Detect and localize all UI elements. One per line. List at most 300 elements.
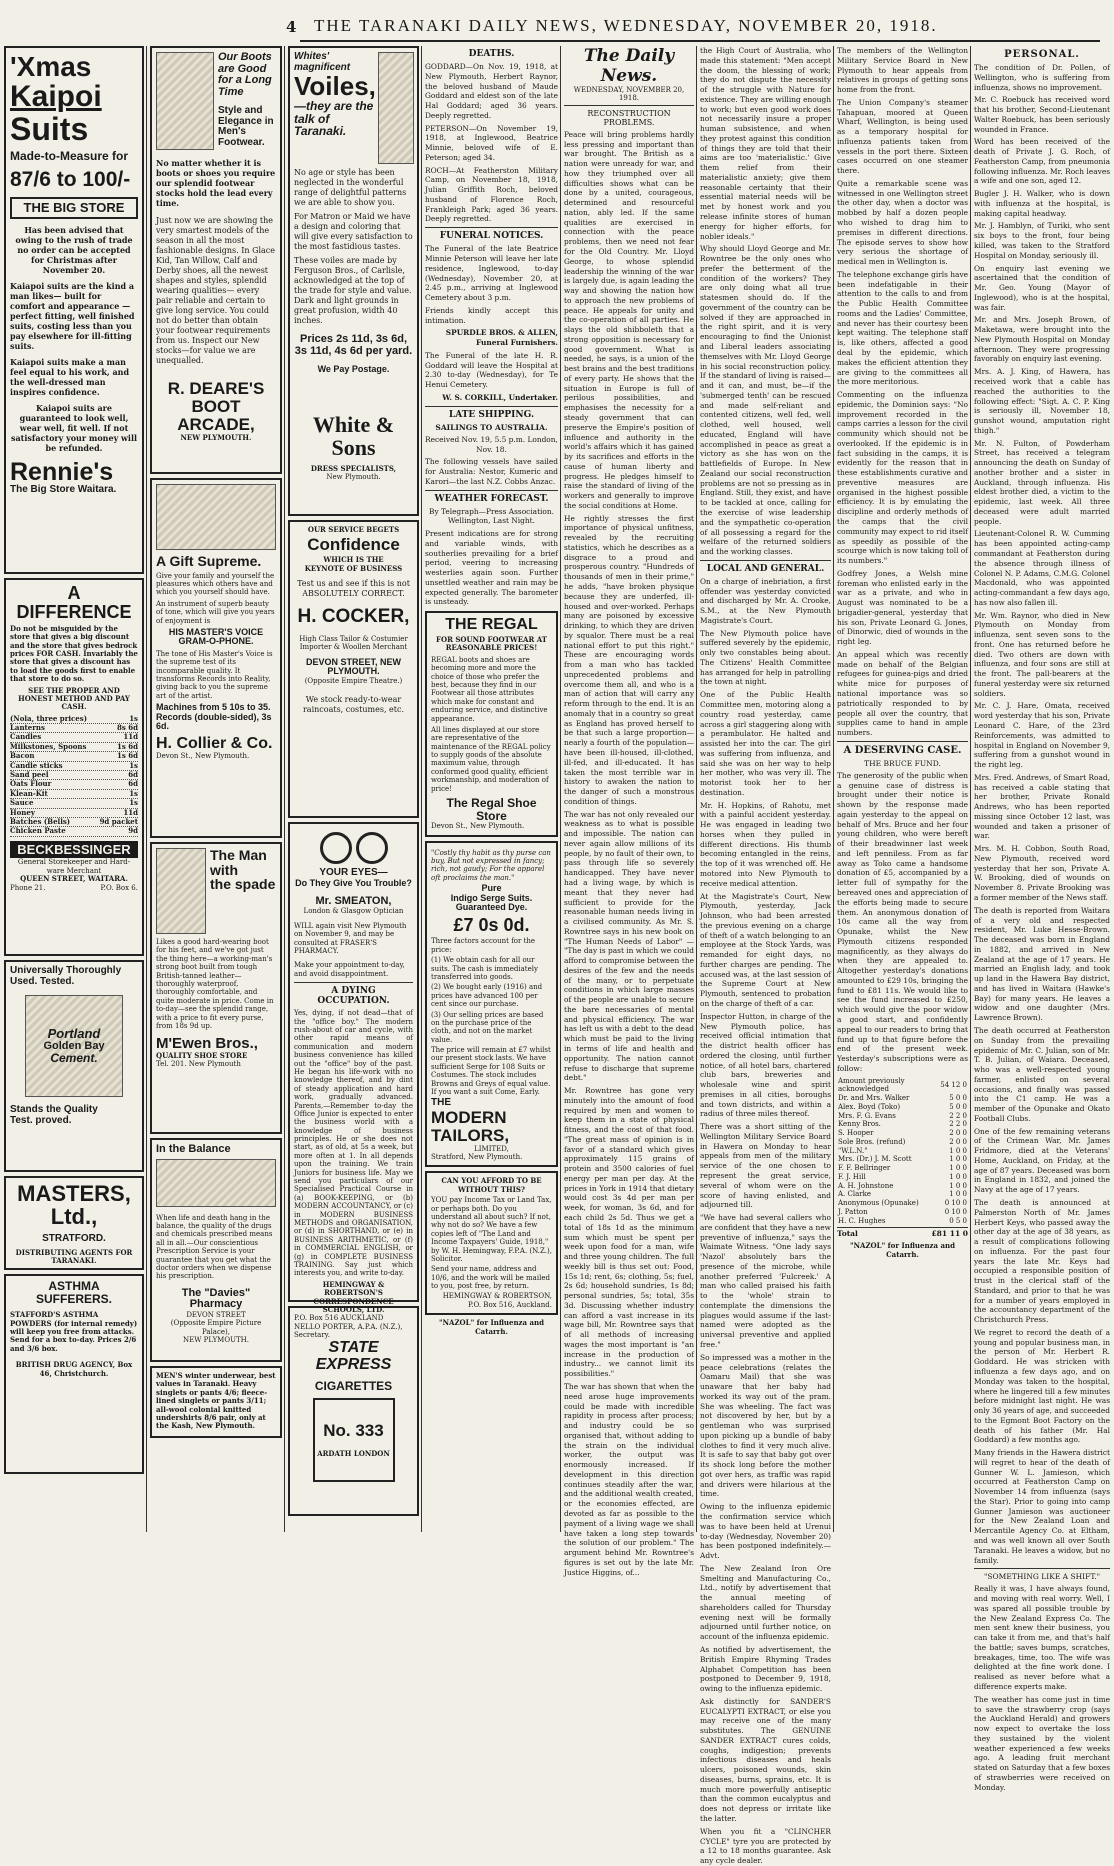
column-8-personal (974, 46, 1111, 1792)
asthma-ad (4, 1274, 144, 1474)
price-item-name: (Nola, three prices) (10, 713, 88, 723)
local-item: So impressed was a mother in the peace celebrations (relates the Oamaru Mail) that she was unaware that her baby had worked its way out of the pram. She was wheeling. The fact was not discovered by her, but by a gentleman who was surprised upon picking up a bundle of baby clothes to find it very much alive. It is safe to say that baby got over its shock long before the mother got over hers, as traffic was rapid and drivers were hilarious at the time. (700, 1352, 831, 1499)
regal-store: The Regal Shoe Store (446, 796, 537, 823)
column-2-ads (150, 46, 282, 1532)
local-item: Ask distinctly for SANDER'S EUCALYPTI EXTRACT, or else you may receive one of the many substitutes. The GENUINE SANDER EXTRACT cures colds, coughs, indigestion; prevents infectious diseases and heals ulcers, poisoned wounds, skin diseases, burns, sprains, etc. It is much more powerfully antiseptic than the common eucalyptus and does not depress or irritate like the latter. (700, 1696, 831, 1823)
shipping-body: The following vessels have sailed for Australia: Nestor, Kumeric and Karori—the last N.Z. Cobbs Anzac. (425, 457, 558, 486)
kaiapoi-body-2: Kaiapoi suits are the kind a man likes— built for comfort and appearance — perfect fitting, well finished suits, costing less than you pay elsewhere for ill-fitting suits. (10, 280, 135, 351)
price-item-name: Batches (Bells) (10, 816, 71, 826)
beckbessinger-logo: BECKBESSINGER (10, 841, 138, 859)
cig-line-3: No. 333 (323, 1420, 384, 1440)
voiles-body-1: No age or style has been neglected in the wonderful range of delightful patterns we are able to show you. (294, 168, 407, 207)
subscription-row (837, 1199, 968, 1208)
kaiapoi-suits-ad (4, 46, 144, 574)
income-body: YOU pay Income Tax or Land Tax, or perhaps both. Do you understand all about such? If not, why not do so? We have a few copies left of "The Land and Income Taxpayers' Guide, 1918," by W. H. Hemingway, F.P.A. (N.Z.), Solicitor. (431, 1196, 552, 1263)
price-item-price: 1s (129, 760, 138, 770)
voiles-header (294, 52, 413, 164)
cocker-keynote: KEYNOTE OF BUSINESS (304, 563, 403, 573)
subscription-row (837, 1173, 968, 1182)
editorial-cont-p1: the High Court of Australia, who made this statement: "Men accept the doom, the blessing of work; they do not dispute the necessity of the struggle with Nature for existence. They are willing enough to work; but even good work does not necessarily insure a proper human subsistence, and when they protest against this condition of things they are told that their aims are too 'materialistic.' Give them relief from their materialistic anxiety; give them reasonable certainty that their essential material needs will be met by honest work and you release infinite stores of human energy for higher efforts, for nobler ideals." (700, 46, 831, 241)
personal-item: We regret to record the death of a young and popular business man, in the person of Mr. Herbert R. Goddard. He was stricken with influenza a few days ago, and on Monday was taken to the hospital, where he lingered till a few minutes before midnight last night. He was only 36 years of age, and succeeded to the Egmont Boot Factory on the death of his father (Mr. Hal Goddard) a few months ago. (974, 1327, 1110, 1445)
suit-price: 87/6 to 100/- (10, 168, 131, 192)
serge-reason-2: (2) We bought early (1916) and prices have advanced 100 per cent since our purchase. (431, 983, 543, 1009)
news-item: The telephone exchange girls have been indefatigable in their attention to the calls to and from the Public Health Committee rooms and the Ladies' Committee, and never has their courtesy been kept waiting. The telephone staff is, like others, affected a good deal by the epidemic, which makes the efficient attention they are giving to the committees all the more meritorious. (837, 269, 968, 387)
white-sons-tag: DRESS SPECIALISTS, (310, 463, 397, 473)
voiles-headings (294, 52, 376, 164)
price-item-name: Chicken Paste (10, 826, 66, 836)
subscription-amount: 1 0 0 (949, 1155, 967, 1164)
price-item-name: Klean-Kit (10, 788, 48, 798)
regal-ad (425, 611, 558, 836)
price-item-price: 8s 6d (116, 723, 138, 733)
subscription-row (837, 1094, 968, 1103)
gift-body: Give your family and yourself the pleasures which others have and which you yourself should have. (156, 571, 275, 597)
news-item: An appeal which was recently made on behalf of the Belgian refugees for guinea-pigs and dried white mice for purposes of national importance was so patriotically responded to by people all over the country, that supplies came to hand in ample numbers. (837, 649, 968, 738)
dying-box: P.O. Box 516 AUCKLAND (294, 1314, 384, 1323)
eyes-title-2: Do They Give You Trouble? (295, 877, 412, 888)
personal-item: The death occurred at Featherston on Sunday from the prevailing epidemic of Mr. C. Julian, son of Mr. T. B. Julian, of Waiara. Deceased, who was a well-respected young farmer, enlisted on several occasions, and finally was passed into the C1 camp. He was a member of the Opunake and Okato Football Clubs. (974, 1025, 1110, 1123)
shipping-sub: SAILINGS TO AUSTRALIA. (435, 422, 548, 432)
local-item: On a charge of inebriation, a first offender was yesterday convicted and discharged by Mr. A. Crooke, S.M., at the New Plymouth Magistrate's Court. (700, 576, 831, 625)
subscription-row (837, 1217, 968, 1226)
cement-bag-illustration (25, 995, 123, 1097)
beckbessinger-contacts (10, 884, 138, 892)
local-item: "We have had several callers who are confident that they have a new preventive of influenza," says the Waimate Witness. "One lady says 'Nazol' absolutely bars the presence of the microbe, while another preferred 'Fulcreek.' A man who called praised his faith to the 'whole' strain to contemplate the dimensions the plagues would assume if the last-named were adopted as the universal preventive and applied free." (700, 1213, 831, 1349)
subscription-amount: 2 0 0 (949, 1129, 967, 1138)
subscription-amount: 1 0 0 (949, 1164, 967, 1173)
voiles-body-3: These voiles are made by Ferguson Bros., of Carlisle, acknowledged at the top of the trade for style and value. Dark and light grounds in great profusion, width 40 inches. (294, 256, 412, 325)
serge-body: The price will remain at £7 whilst our present stock lasts. We have sufficient Serge for 108 Suits or Costumes. The stock includes Browns and Greys of equal value. If you want a suit Come, Early. (431, 1046, 551, 1097)
subscriber-name: S. Hooper (838, 1129, 874, 1138)
personal-item: Mrs. A. J. King, of Hawera, has received work that a cable has reached the authorities to the following effect: "Sigt. A. C. P. King is seriously ill, November 18, gunshot wound, amputation right thigh." (974, 367, 1110, 435)
price-item-price: 9d (128, 826, 138, 836)
price-item-price: 6d (128, 770, 138, 780)
subscription-row (837, 1182, 968, 1191)
subscriber-name: J. Patton (838, 1207, 868, 1216)
price-item-price: 1s (129, 713, 138, 723)
cig-line-1: STATE EXPRESS (315, 1338, 392, 1373)
collier-logo: H. Collier & Co. (156, 734, 273, 752)
difference-body: Do not be misguided by the store that gives a big discount and the store that gives bedrock prices FOR CASH. Invariably the store that gives a discount has to load the goods first to enable that store to do so. (10, 623, 138, 684)
deare-arcade: ARCADE, (177, 414, 255, 434)
dying-agent: NELLO PORTER, A.P.A. (N.Z.), Secretary. (294, 1322, 403, 1340)
masters-town: STRATFORD. (42, 1233, 106, 1245)
personal-item: Mrs. Fred. Andrews, of Smart Road, has received a cable stating that her brother, Private Ronald Andrews, who has been reported missing since October 12 last, was wounded and taken a prisoner of war. (974, 772, 1110, 841)
asthma-agent: BRITISH DRUG AGENCY, Box 46, Christchurch. (15, 1360, 133, 1378)
regal-sub: FOR SOUND FOOTWEAR AT REASONABLE PRICES! (436, 635, 547, 653)
subscription-amount: 0 5 0 (949, 1216, 967, 1225)
voiles-talk: —they are the talk of Taranaki. (294, 99, 374, 139)
big-store-logo: THE BIG STORE (10, 197, 138, 219)
column-3-ads (288, 46, 419, 1532)
price-item-name: Lanterns (10, 723, 45, 733)
rennies-sub: The Big Store Waitara. (10, 484, 117, 496)
portland-line-3: Cement. (50, 1051, 98, 1066)
local-item: The New Plymouth police have suffered severely by the epidemic, only two constables being about. The Citizens' Health Committee has arranged for help in patrolling the town at night. (700, 628, 831, 687)
price-item-price: 1s 6d (116, 751, 138, 761)
deaths-body-1: GODDARD—On Nov. 19, 1918, at New Plymouth, Herbert Raynor, the beloved husband of Maude Goddard and eldest son of the late Hal Goddard; aged 36 years. Deeply regretted. (425, 62, 558, 120)
funeral-body-3: The Funeral of the late H. R. Goddard will leave the Hospital at 2.30 to-day (Wednesday), for Te Henui Cemetery. (425, 350, 558, 390)
cocker-addr: DEVON STREET, NEW PLYMOUTH. (305, 656, 401, 677)
local-general-title: LOCAL AND GENERAL. (706, 563, 825, 574)
davies-pharmacy-ad (150, 1138, 282, 1362)
column-rule (421, 46, 422, 1532)
subscription-row (837, 1112, 968, 1121)
serge-reasons: Three factors account for the price: (431, 937, 536, 954)
subscription-row (837, 1155, 968, 1164)
portland-cement-ad (4, 960, 144, 1172)
subscription-amount: 2 0 0 (949, 1137, 967, 1146)
subscription-row (837, 1190, 968, 1199)
mens-underwear-body: MEN'S winter underwear, best values in Taranaki. Heavy singlets or pants 4/6; fleece-lined singlets or pants 3/11; all-wool colonial knitted undershirts 8/6 pair, only at the Kash, New Plymouth. (156, 1371, 276, 1431)
difference-lead: SEE THE PROPER AND HONEST METHOD AND PAY CASH. (18, 685, 130, 712)
subscriptions-table (837, 1077, 968, 1226)
spade-body: Likes a good hard-wearing boot for his feet, and we've got just the thing here—a working-man's strong boot built from tough British-tanned leather—thoroughly waterproof, thoroughly comfortable, and quite moderate in price. Come in to-day—see the splendid range, with a price to fit every purse, from 18s 9d up. (156, 938, 274, 1030)
lady-illustration (378, 52, 414, 164)
cocker-ad (288, 520, 419, 818)
serge-quote: "Costly thy habit as thy purse can buy, But not expressed in fancy; rich, not gaudy; For the apparel oft proclaims the man." (431, 848, 551, 882)
subscriber-name: "W.L.N." (838, 1146, 868, 1155)
daily-news-masthead: The Daily News. (583, 46, 675, 86)
gift-body-2: An instrument of superb beauty of tone, which will give you years of enjoyment is (156, 599, 275, 625)
local-item: When you fit a "CLINCHER CYCLE" tyre you are protected by a 12 to 18 months guarantee. Ask any cycle dealer. (700, 1826, 831, 1866)
kash-ad (150, 1366, 282, 1438)
eyes-title-1: YOUR EYES— (319, 867, 388, 878)
funeral-firm: SPURDLE BROS. & ALLEN, Funeral Furnishers. (445, 328, 558, 348)
deare-boot: BOOT (191, 396, 241, 416)
personal-item: Mr. and Mrs. Joseph Brown, of Maketawa, were brought into the New Plymouth Hospital on Monday afternoon. They were progressing favorably on enquiry last evening. (974, 315, 1110, 364)
smeaton-name: Mr. SMEATON, (315, 894, 392, 907)
mewen-tel: Tel. 201. New Plymouth (156, 1060, 241, 1069)
price-item-price: 1s 6d (116, 741, 138, 751)
column-7-news (837, 46, 968, 1532)
boots-body: No matter whether it is boots or shoes you require our splendid footwear stocks hold the lead every time. (156, 158, 276, 208)
subscriber-name: Sole Bros. (refund) (838, 1137, 906, 1146)
white-sons-town: New Plymouth. (326, 473, 381, 482)
subscription-row (837, 1077, 968, 1095)
subscription-row (837, 1208, 968, 1217)
column-rule (284, 46, 285, 1532)
subscription-row (837, 1103, 968, 1112)
news-item: The Union Company's steamer Tahapuan, moored at Queen Wharf, Wellington, is being used as a temporary hospital for influenza patients taken from vessels in the port there. Sixteen cases occurred on one steamer there. (837, 97, 968, 176)
income-firm: HEMINGWAY & ROBERTSON, P.O. Box 516, Auckland. (442, 1292, 552, 1309)
column-rule (696, 46, 697, 1532)
personal-item: Mr. J. Hamblyn, of Turiki, who sent six boys to the front, four being killed, was taken to the Stratford Hospital on Monday, seriously ill. (974, 221, 1110, 260)
personal-item: Word has been received of the death of Private J. G. Roch, of Featherston Camp, from pneumonia following influenza. Mr. Roch leaves a wife and one son, aged 12. (974, 137, 1110, 186)
white-voiles-ad (288, 46, 419, 516)
voiles-prices: Prices 2s 11d, 3s 6d, 3s 11d, 4s 6d per yard. (294, 333, 413, 357)
subscription-row (837, 1147, 968, 1156)
cocker-confidence: Confidence (307, 535, 400, 555)
thoroughly-line-1: Universally Thoroughly (10, 965, 122, 976)
nazol-ad-2: "NAZOL" for Influenza and Catarrh. (849, 1241, 956, 1259)
personal-item: Mrs. M. H. Cobbon, South Road, New Plymouth, received word yesterday that her son, Private A. W. Brooking, died of wounds on November 8. Private Brooking was a former member of the News staff. (974, 844, 1110, 903)
price-item-name: Sauce (10, 798, 34, 808)
beckbessinger-addr: QUEEN STREET, WAITARA. (20, 874, 128, 884)
portland-line-1: Portland (47, 1026, 101, 1042)
boots-title: Our Boots are Good for a Long Time (218, 51, 272, 98)
personal-item: The death is reported from Waitara of a very old and respected resident, Mr. Luke Hesse-Brown. The deceased was born in England in 1882, and arrived in New Zealand at the age of 17 years. He married an English lady, and took up land in the Hawera Bay district, and has lived in Waitara (Hawke's Bay) for many years. He leaves a widow and one daughter (Mrs. Lawrence Brown). (974, 905, 1110, 1023)
personal-items (974, 63, 1110, 1565)
subscriber-name: Amount previously acknowledged (838, 1076, 905, 1094)
rennies-logo: Rennie's (10, 457, 114, 486)
strawberry-item: The weather has come just in time to save the strawberry crop (says the Auckland Herald) and growers now expect to overtake the loss they sustained by the violent weather experienced a few weeks ago. A leading fruit merchant stated on Saturday that a few boxes of strawberries were received on Monday. (974, 1694, 1110, 1792)
mewen-tag: QUALITY SHOE STORE (156, 1051, 248, 1061)
income-title: CAN YOU AFFORD TO BE WITHOUT THIS? (441, 1176, 542, 1194)
personal-item: On enquiry last evening we ascertained that the condition of Mr. Geo. Young (Mayor of Inglewood), who is at the hospital, was fair. (974, 263, 1110, 312)
weather-by: By Telegraph—Press Association. Wellington, Last Night. (429, 506, 554, 526)
subscriber-name: Anonymous (Opunake) (838, 1199, 919, 1208)
personal-item: Mr. C. J. Hare, Omata, received word yesterday that his son, Private Leonard C. Hare, of the 23rd Reinforcements, was admitted to hospital in England on November 9, suffering from a gunshot wound in the right leg. (974, 701, 1110, 770)
price-item-name: Oats Flour (10, 779, 52, 789)
subscription-amount: 1 0 0 (949, 1172, 967, 1181)
serge-pure: Pure (481, 883, 502, 894)
personal-item: Mr. N. Fulton, of Powderham Street, has received a telegram announcing the death on Sunday of another brother and a sister in Auckland, through influenza. His eldest brother died, a victim to the epidemic, last week. All three deceased were adult married people. (974, 438, 1110, 526)
personal-item: Mr. Wm. Raynor, who died in New Plymouth on Monday from influenza, sent seven sons to the front. One has returned before he died. Two others are down with influenza, and four sons are still at the front. The pall-bearers at the funeral yesterday were six returned soldiers. (974, 610, 1110, 698)
shift-title: "SOMETHING LIKE A SHIFT." (983, 1572, 1101, 1582)
personal-item: Bugler J. H. Walker, who is down with influenza at the hospital, is making capital headway. (974, 189, 1110, 218)
portland-line-2: Golden Bay (43, 1039, 105, 1052)
funeral-title: FUNERAL NOTICES. (439, 231, 544, 242)
subscription-amount: 2 2 0 (949, 1120, 967, 1129)
local-item: Mr. H. Hopkins, of Rahotu, met with a painful accident yesterday. He was engaged in leading two horses when they pulled in different directions. His thumb becoming entangled in the reins, the top of it was wrenched off. He motored into New Plymouth to receive medical attention. (700, 800, 831, 888)
kaiapoi-body-3: Kaiapoi suits make a man feel equal to his work, and the well-dressed man inspires confidence. (10, 356, 130, 397)
price-list (10, 715, 138, 837)
weather-body: Present indications are for strong and variable winds, with southerlies prevailing for a brief period, veering to increasing westerlies again soon. Further unsettled weather and rain may be expected generally. The barometer is unsteady. (425, 529, 558, 607)
serge-reason-3: (3) Our selling prices are based on the purchase price of the cloth, and not on the market value. (431, 1010, 544, 1044)
subscription-amount: 1 0 0 (949, 1190, 967, 1199)
local-item: At the Magistrate's Court, New Plymouth, yesterday, Jack Johnson, who had been arrested the previous evening on a charge of theft of a watch belonging to an employee at the Stock Yards, was remanded for eight days, no further charges are pending. The accused was, at the last session of the Supreme Court at New Plymouth, sentenced to probation on the charge of theft of a car. (700, 891, 831, 1008)
subscriber-name: Dr. and Mrs. Walker (838, 1094, 910, 1103)
masters-quality-1: Stands the Quality (10, 1104, 98, 1115)
shift-body: Really it was, I have always found, and moving with real worry. Well, I was spared all possible trouble by the New Zealand Express Co. The men sent knew their business, you can take it from me, and that's half the battle; saves bumps, scratches, breakages, time, too. The wife was delighted at the fine work done. I realised as never before what a difference experts make. (974, 1584, 1110, 1691)
difference-ad (4, 578, 144, 956)
deaths-body-2: PETERSON—On November 19, 1918, at Inglewood, Beatrice Minnie, beloved wife of E. Peterson; aged 34. (425, 123, 558, 162)
subscription-amount: 5 0 0 (949, 1102, 967, 1111)
subscription-row (837, 1164, 968, 1173)
smeaton-ad (288, 822, 419, 1340)
personal-item: Many friends in the Hawera district will regret to hear of the death of Gunner W. L. Jamieson, which occurred at Featherston Camp on November 14 from influenza (says the Star). Prior to going into camp Gunner Jamieson was auctioneer for the New Zealand Loan and Mercantile Agency Co. at Eltham, and was well known all over South Taranaki. He leaves a widow, but no family. (974, 1448, 1110, 1565)
masters-quality-2: Test. proved. (10, 1114, 72, 1126)
price-item-name: Bacon (10, 751, 35, 761)
beckbessinger-trade: General Storekeeper and Hard-ware Merchant (17, 858, 131, 875)
spade-header (156, 848, 276, 934)
news-item: The members of the Wellington Military Service Board in New Plymouth to hear appeals from relatives in groups of getting sons home from the front. (837, 46, 968, 95)
kaiapoi-body-4: Kaiapoi suits are guaranteed to look well, wear well, fit well. If not satisfactory your money will be refunded. (10, 402, 138, 453)
masters-ad (4, 1176, 144, 1270)
spade-man-illustration (156, 848, 206, 934)
voiles-postage: We Pay Postage. (317, 364, 390, 375)
tailors-ltd: LIMITED, (474, 1144, 509, 1153)
page-number: 4 (286, 18, 297, 36)
serge-guar: Guaranteed Dye. (455, 902, 528, 913)
suits-heading: Suits (10, 110, 89, 147)
dying-body: Yes, dying, if not dead—that of the "office boy." The modern rush-about of car and cycle, with other rapid means of communication and modern business convenience has killed out the "office" boy of the past. He began his life-work with no knowledge thereof, and by dint of steady application and hard work, gradually advanced. Parents,—Remember to-day the Office Junior is expected to enter the business world with a knowledge of business principles. He or she does not start, as of old, at 5s a week, but more often at 1. In all depends upon the training. We train Juniors for business life. May we send you particulars of our Specialised Practical Course in (a) BOOK-KEEPING, or (b) MODERN ACCOUNTANCY, or (c) in MODERN BUSINESS METHODS and ORGANISATION, or (d) in SHORTHAND, or (e) in BUSINESS ARITHMETIC, or (f) in COMMERCIAL ENGLISH, or (g) in COMPLETE BUSINESS TRAINING. Say just which interests you, and write to-day. (294, 1009, 413, 1278)
masthead-rule (300, 40, 1100, 42)
bruce-fund-body: The generosity of the public when a genuine case of distress is brought under their notice is shown by the response made again yesterday to the appeal on behalf of Mrs. Bruce and her four young children, who were bereft of their breadwinner last week and left penniless. From as far away as Toko came a handsome donation of £5, accompanied by a letter full of sympathy for the bereaved ones and appreciation of the efforts being made to secure them. An anonymous donation of 10s came all the way from Opunake, whilst the New Plymouth citizens responded magnificently, as they always do when they are appealed to. Altogether yesterday's donations amounted to £29 10s, bringing the fund to £81 11s. We would like to see the fund increased to £250, which would give the poor widow a good start, and confidently appeal to our readers to bring that fund up to that figure before the end of the present week. Yesterday's subscriptions were as follow: (837, 770, 968, 1073)
cocker-which: WHICH IS THE (323, 555, 384, 565)
beckbessinger-po: P.O. Box 6. (100, 883, 138, 892)
subscriber-name: Mrs. F. G. Evans (838, 1111, 896, 1120)
column-1-ads (4, 46, 144, 1532)
boots-header-text (218, 52, 276, 150)
shipping-title: LATE SHIPPING. (448, 409, 535, 420)
xmas-heading: 'Xmas (10, 51, 92, 82)
local-item: There was a short sitting of the Wellington Military Service Board in Hawera on Monday to hear appeals from men of the military service of the one chosen to represent the great service, several of whom were on the score of having enlisted, and adjourned till. (700, 1122, 831, 1210)
editorial-p5: The war has shown that when the need arose huge improvements could be made with incredible rapidity in process after process; and industry could be so organised that, without adding to the strain on the individual worker, the output was enormously increased. If development in this direction continues steadily after the war, and the additional wealth created, or the economies effected, are devoted as far as possible to the payment of a living wage we shall have taken a long step towards the solution of our problem." The argument behind Mr. Rowntree's figures is set out by the late Mr. Justice Higgins, of... (564, 1382, 694, 1577)
local-item: The New Zealand Iron Ore Smelting and Manufacturing Co., Ltd., notify by advertisement that the annual meeting of shareholders called for Thursday evening next will be formally adjourned until further notice, on account of the influenza epidemic. (700, 1563, 831, 1642)
column-rule (970, 46, 971, 1532)
dying-title: A DYING OCCUPATION. (317, 986, 390, 1007)
smeaton-body: WILL again visit New Plymouth on November 9, and may be consulted at FRASER'S PHARMACY. (294, 921, 407, 956)
subscriptions-total (837, 1227, 968, 1238)
serge-reason-1: (1) We obtain cash for all our suits. The cash is immediately transferred into goods. (431, 956, 538, 981)
tailors-the: THE (431, 1097, 451, 1109)
davies-logo: The "Davies" Pharmacy (181, 1286, 251, 1311)
subscription-amount: 0 10 0 (944, 1199, 967, 1208)
personal-item: The death is announced at Palmerston North of Mr. James Herbert Keys, who passed away the other day at the age of 38 years, as a result of complications following on influenza. For the past four years the late Mr. Keys had occupied a responsible position of trust in the clerical staff of the Standard, and prior to that he was for a number of years employed in the accountancy department of the Christchurch Press. (974, 1197, 1110, 1325)
price-item-name: Milkstones, Spoons (10, 741, 87, 751)
funeral-body-2: Friends kindly accept this intimation. (425, 305, 558, 325)
thoroughly-line-2: Used. Tested. (10, 975, 75, 987)
local-item: Inspector Hutton, in charge of the New Plymouth police, has received official intimation that the district health officer has ordered the closing, until further notice, of all hotel bars, chartered club bars, breweries and wholesale wine and spirit premises in all cities, boroughs and town districts, and within a radius of three miles thereof. (700, 1011, 831, 1119)
news-item: Commenting on the influenza epidemic, the Dominion says: "No improvement recorded in the camps carries a lesson for the civil community which should not be overlooked. If the epidemic is in fact subsiding in the camps, it is evidently for the reason that in these establishments curative and preventive measures are organised in the highest possible efficiency. It is by emulating the discipline and orderly methods of the camps that the civil community may expect to rid itself as speedily as possible of the scourge which is now taking toll of its numbers." (837, 390, 968, 566)
editorial-p3: The war has not only revealed our weakness as to what is possible and impossible. The nation can never again allow millions of its people, by no fault of their own, to pass through life so severely handicapped. They have never had a living wage, by which is meant that they never had sufficient to provide for the reasonable human needs living in a civilised community. As Mr. S. Rowntree says in his new book on "The Human Needs of Labor" — "The day is past in which we could afford to compromise between the desires of the few and the needs of the many, or to perpetuate conditions in which large masses of the people are unable to secure the bare necessaries of mental and physical efficiency. The war has left us with a debt to the dead which must be paid to the living in terms of life and health and opportunity. The nation cannot refuse to discharge that supreme debt." (564, 809, 694, 1083)
serge-indigo: Indigo Serge Suits. (450, 892, 533, 903)
boot-illustration (156, 52, 214, 150)
spectacles-illustration (294, 832, 413, 864)
shipping-recv: Received Nov. 19, 5.5 p.m. London, Nov. 18. (425, 434, 558, 454)
subscriber-name: F. J. Hill (838, 1172, 866, 1181)
subscriber-name: Mrs. (Dr.) J. M. Scott (838, 1155, 912, 1164)
asthma-body: STAFFORD'S ASTHMA POWDERS (for internal remedy) will keep you free from attacks. Send for a box to-day. Prices 2/6 and 3/6 box. (10, 1310, 138, 1353)
personal-item: Mr. C. Roebuck has received word that his brother, Second-Lieutenant Walter Roebuck, has been seriously wounded in France. (974, 95, 1110, 134)
modern-tailors-ad (425, 841, 558, 1168)
column-6-editorial (700, 46, 831, 1866)
subscriber-name: H. C. Hughes (838, 1216, 886, 1225)
cocker-stock: We stock ready-to-wear raincoats, costumes, etc. (302, 695, 405, 714)
davies-addr: DEVON STREET (186, 1310, 246, 1319)
column-rule (146, 46, 147, 1532)
price-item-name: Sand peel (10, 770, 49, 780)
deare-boot-ad (150, 46, 282, 474)
price-item-price: 11d (123, 732, 138, 742)
white-sons-logo: White & Sons (312, 411, 395, 460)
subscription-amount: 0 10 0 (944, 1207, 967, 1216)
kaiapoi-body-1: Has been advised that owing to the rush of trade no order can be accepted for Christmas after November 20. (15, 224, 133, 275)
personal-title: PERSONAL. (1004, 49, 1080, 60)
tailors-modern: MODERN (431, 1107, 507, 1127)
regal-body-1: REGAL boots and shoes are becoming more and more the choice of those who prefer the best, because they find in our Footwear all those attributes which make for constant and enduring service, and distinctive appearance. (431, 655, 548, 723)
subscriber-name: Alex. Boyd (Toko) (838, 1102, 901, 1111)
bruce-fund-title: THE BRUCE FUND. (864, 758, 941, 768)
local-item: Owing to the influenza epidemic the confirmation service which was to have been held at Urenui to-day (Wednesday, November 20) has been postponed indefinitely.—Advt. (700, 1502, 831, 1561)
boots-style: Style and Elegance in Men's Footwear. (218, 105, 274, 148)
price-item-name: Honey (10, 807, 35, 817)
subscription-row (837, 1129, 968, 1138)
cocker-lead: OUR SERVICE BEGETS (307, 525, 400, 534)
beckbessinger-phone: Phone 21. (10, 883, 46, 892)
funeral-body-1: The Funeral of the late Beatrice Minnie Peterson will leave her late residence, Inglewood, to-day (Wednesday), November 20, at 2.45 p.m., arriving at Inglewood Cemetery about 3 p.m. (425, 244, 558, 303)
davies-addr-2: (Opposite Empire Picture Palace), (170, 1319, 262, 1336)
subscription-row (837, 1138, 968, 1147)
masthead (0, 0, 1114, 40)
mewen-ad (150, 842, 282, 1134)
masthead-title: THE TARANAKI DAILY NEWS, WEDNESDAY, NOVEMBER 20, 1918. (314, 16, 938, 35)
voiles-body-2: For Matron or Maid we have a design and coloring that will give every satisfaction to the most fastidious tastes. (294, 212, 413, 251)
davies-town: NEW PLYMOUTH. (183, 1335, 249, 1344)
income-tax-ad (425, 1171, 558, 1315)
regal-body-2: All lines displayed at our store are representative of the maintenance of the REGAL policy to supply goods of the absolute maximum value, through conformed good quality, efficient workmanship, and moderation of price! (431, 725, 551, 793)
gift-body-3: The tone of His Master's Voice is the supreme test of its incomparable quality. It transforms Records into Reality, giving back to you the supreme art of the artist. (156, 649, 273, 700)
cocker-body: Test us and see if this is not ABSOLUTELY CORRECT. (297, 579, 410, 599)
editorial-headline: RECONSTRUCTION PROBLEMS. (587, 108, 671, 127)
gift-machines: Machines from 5 10s to 35. (156, 702, 271, 713)
local-item: One of the Public Health Committee men, motoring along a country road yesterday, came across a girl staggering along with a perambulator. He halted and assisted her into the car. The girl was suffering from influenza, and said she was on her way to help her mother, who was very ill. The motorist took her to her destination. (700, 690, 831, 797)
subscription-amount: 2 2 0 (949, 1111, 967, 1120)
gift-product: HIS MASTER'S VOICE GRAM-O-PHONE. (168, 627, 264, 647)
gift-records: Records (double-sided), 3s 6d. (156, 711, 272, 732)
subscriber-name: A. H. Johnstone (838, 1181, 894, 1190)
balance-body: When life and death hang in the balance, the quality of the drugs and chemicals prescribed means all in all.—Our conscientious Prescription Service is your guarantee that you get what the doctor orders when we dispense his prescription. (156, 1213, 273, 1281)
deare-name: R. DEARE'S (167, 379, 265, 398)
editorial-cont-p2: Why should Lloyd George and Mr. Rowntree be the only ones who prefer the betterment of the condition of the workers? They are only doing what all true statesmen should do. If the government of the country can be solved if they are approached in the right spirit, and it is very encouraging to find the Unionist and Liberal leaders associating themselves with Mr. Lloyd George in his social reconstruction policy. If the standard of living is raised—and it can, and must, be—if the 'submerged tenth' can be rescued and made self-reliant and contented citizens, well fed, well clothed, well housed, well educated, England will have accomplished in peace as great a victory as she has won on the battlefields of Europe. In New Zealand our social reconstruction problems are not so pressing as in England. Still, they exist, and have to be tackled at once, calling for the exercise of wise leadership and the sympathetic co-operation of all possessing a regard for the welfare of the returned soldiers and the working classes. (700, 244, 831, 557)
dying-firm: HEMINGWAY & ROBERTSON'S CORRESPONDENCE SCHOOLS, LTD. (313, 1279, 394, 1314)
editorial-p2: He rightly stresses the first importance of physical unfitness, revealed by the recruiting statistics, which he describes as a disgrace to a proud and prosperous country. "Hundreds of thousands of men in their prime," he adds, "have broken physique because they are underfed, ill-housed and over-worked. Perhaps many are poisoned by excessive drinking, to which they are driven by squalor. There must be a real national effort to put this right." These are encouraging words from a man who has tackled unprecedented problems and overcome them all, and who is a man of action that will carry any reform through to the end. It is an anomaly that in a country so great as England has proved herself to be that such a large proportion—nearly a fourth of the population—have been ill-housed, ill-clothed, ill-fed, and ill-educated. It has taken the most terrible war in history to awaken the nation to the danger of such a monstrous condition of things. (564, 513, 694, 806)
serge-price: £7 0s 0d. (453, 914, 530, 935)
gramophone-illustration (156, 484, 276, 550)
local-item: As notified by advertisement, the British Empire Rhyming Trades Alphabet Competition has been postponed to December 9, 1918, owing to the influenza epidemic. (700, 1644, 831, 1694)
subscription-row (837, 1120, 968, 1129)
cigarette-pack-illustration (313, 1398, 395, 1482)
price-item-name: Candle sticks (10, 760, 63, 770)
voiles-whites: Whites' magnificent (294, 51, 351, 73)
cocker-name: H. COCKER, (297, 606, 410, 628)
kaipoi-heading: Kaipoi (10, 80, 102, 114)
lens-icon (356, 832, 388, 864)
cocker-opp: (Opposite Empire Theatre.) (304, 676, 403, 685)
boots-body-2: Just now we are showing the very smartest models of the season in all the most fashionable designs. In Glace Kid, Tan Willow, Calf and Derby shoes, all the newest shapes and styles, splendid wearing qualities— every pair reliable and certain to give long service. You could not do better than obtain your footwear requirements from us. Inspect our New stocks—for value we are unequalled. (156, 216, 276, 365)
funeral-firm-2: W. S. CORKILL, Undertaker. (442, 392, 558, 402)
total-label: Total (837, 1229, 858, 1239)
column-4-notices (425, 46, 558, 1532)
spade-title: The Man with the spade (210, 847, 276, 893)
smeaton-cred: London & Glasgow Optician (303, 907, 404, 916)
editorial-date: WEDNESDAY, NOVEMBER 20, 1918. (564, 86, 694, 106)
subscription-amount: 1 0 0 (949, 1146, 967, 1155)
price-list-item (10, 827, 138, 836)
editorial-p4: Mr. Rowntree has gone very minutely into the amount of food required by men and women to keep them in a state of physical fitness, and the cost of that food. "The great mass of opinion is in favor of a standard which gives approximately 115 grains of protein and 3500 calories of fuel energy per man per day. At the prices in York in 1914 that dietary would cost 3s 4d per man per week, for woman, 3s 6d, and for each child 2s 5d. Thus we get a total of 18s 1d as the minimum sum which must be spent per week upon food for a man, wife and three young children. The full weekly bill is thus set out: Food, 15s 1d; rent, 6s; clothing, 5s; fuel, 2s 6d; household sundries, 1s 8d; personal sundries, 5s; total, 35s 3d. Discussing whether industry can afford a vast increase in its wage bill, Mr. Rowntree says that of all methods of increasing wages the most important is "an increase in the production of industry... we cannot limit its possibilities." (564, 1086, 694, 1379)
asthma-title: ASTHMA SUFFERERS. (35, 1279, 112, 1306)
boots-header (156, 52, 276, 150)
weather-title: WEATHER FORECAST. (434, 493, 549, 504)
personal-item: One of the few remaining veterans of the Crimean War, Mr. James Fridmore, died at the Veterans' Home, Auckland, on Friday, at the age of 87 years. Deceased was born in England in 1832, and joined the Navy at the age of 17 years. (974, 1126, 1110, 1195)
smeaton-body-2: Make your appointment to-day, and avoid disappointment. (294, 961, 405, 978)
nazol-ad: "NAZOL" for Influenza and Catarrh. (438, 1318, 545, 1336)
difference-title: A DIFFERENCE (16, 583, 132, 622)
tailors-tailors: TAILORS, (431, 1125, 510, 1145)
deaths-body-3: ROCH—At Featherston Military Camp, on November 18, 1918, Julian Griffith Roch, beloved husband of Florence Roch, Frankleigh Park; aged 36 years. Deeply regretted. (425, 165, 558, 224)
scales-illustration (156, 1159, 276, 1207)
deserving-case-title: A DESERVING CASE. (843, 744, 962, 756)
regal-title: THE REGAL (445, 616, 538, 634)
column-5-editorial (564, 46, 694, 1577)
editorial-p1: Peace will bring problems hardly less pressing and important than war brought. The British as a nation were unready for war, and how they triumphed over all difficulties shows what can be done by a united, courageous, determined and resourceful nation, ably led. If the same qualities are exercised in connection with the peace problems, then we need not fear for the Old Country. Mr. Lloyd George, to whose splendid leadership the winning of the war is largely due, is again leading the way and showing the nation how to approach the new problems of peace. He appeals for unity and the co-operation of all parties. He slays the old shibboleth that a strong opposition is necessary for good government. What is needed, he says, is a union of the best brains and the best traditions of every party. He shows that the situation in Europe is full of perilous possibilities, and emphasises the necessity for a steady government that can preserve the Empire's position of influence and authority in the world's affairs which it has gained by its sacrifices and efforts in the cause of human liberty and progress. He pledges himself to raise the standard of living of the workers and generally to improve the social conditions at Home. (564, 129, 694, 510)
price-item-price: 1s (129, 788, 138, 798)
column-rule (560, 46, 561, 1532)
subscription-amount: 1 0 0 (949, 1181, 967, 1190)
income-body-2: Send your name, address and 10/6, and the work will be mailed to you, post free, by return. (431, 1265, 550, 1291)
